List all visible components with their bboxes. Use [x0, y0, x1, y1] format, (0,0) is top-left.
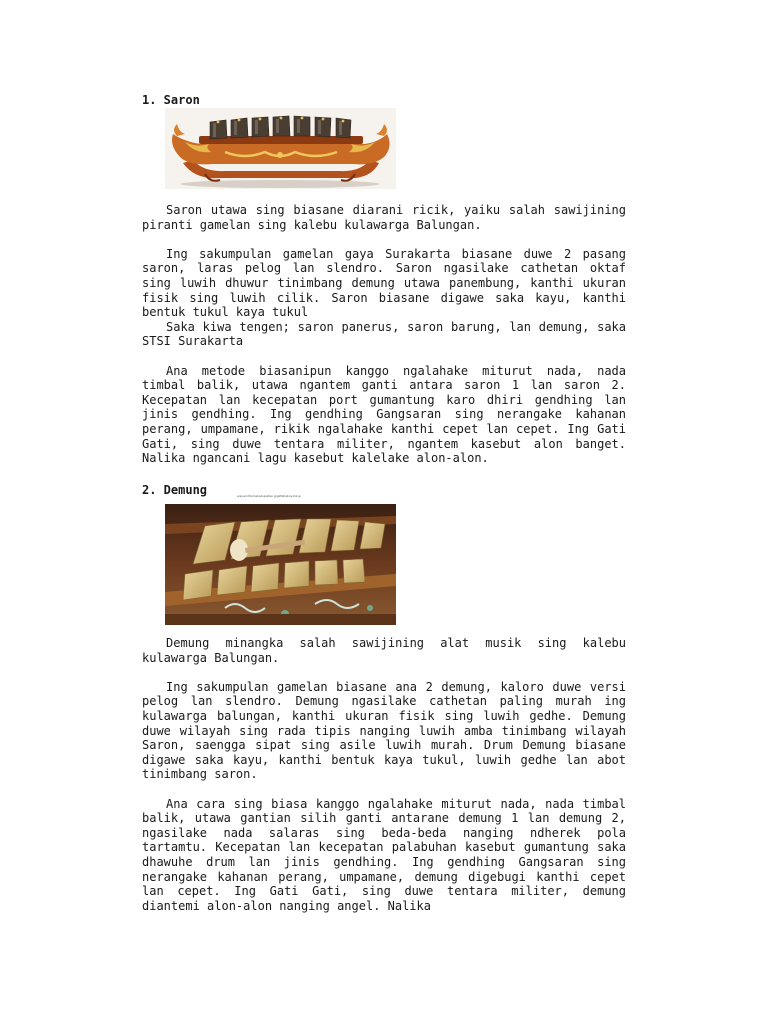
section-heading-saron: 1. Saron	[142, 93, 200, 107]
demung-image	[165, 504, 396, 625]
paragraph: Ing sakumpulan gamelan gaya Surakarta biasane duwe 2 pasang saron, laras pelog lan slendro. Saron ngasilake cathetan oktaf sing luwih dhuwur tinimbang demung utawa panembung, kanthi ukuran fisik sing luwih cilik. Saron biasane digawe saka kayu, kanthi bentuk tukul kaya tukul	[142, 246, 626, 320]
paragraph: Saka kiwa tengen; saron panerus, saron barung, lan demung, saka STSI Surakarta	[142, 319, 626, 349]
image-caption: wayandhomakabupaten.jpgWallaboy.biz.jp	[237, 494, 301, 498]
paragraph: Saron utawa sing biasane diarani ricik, yaiku salah sawijining piranti gamelan sing kalebu kulawarga Balungan.	[142, 203, 626, 232]
paragraph: Ing sakumpulan gamelan biasane ana 2 demung, kaloro duwe versi pelog lan slendro. Demung ngasilake cathetan paling murah ing kulawarga balungan, kanthi ukuran fisik sing luwih gedhe. Demung duwe wilayah sing rada tipis nanging luwih amba tinimbang wilayah Saron, saengga sipat sing asile luwih murah. Drum Demung biasane digawe saka kayu, kanthi bentuk kaya tukul, luwih gedhe lan abot tinimbang saron.	[142, 679, 626, 782]
demung-text	[142, 636, 626, 913]
paragraph: Ana metode biasanipun kanggo ngalahake miturut nada, nada timbal balik, utawa ngantem ganti antara saron 1 lan saron 2. Kecepatan lan kecepatan port gumantung karo dhiri gendhing lan jinis gendhing. Ing gendhing Gangsaran sing nerangake kahanan perang, umpamane, rikik ngalahake kanthi cepet lan cepet. Ing Gati Gati, sing duwe tentara militer, ngantem kasebut alon banget. Nalika ngancani lagu kasebut kalelake alon-alon.	[142, 363, 626, 466]
saron-text	[142, 203, 626, 466]
section-heading-demung: 2. Demung	[142, 483, 208, 497]
paragraph: Demung minangka salah sawijining alat musik sing kalebu kulawarga Balungan.	[142, 636, 626, 665]
saron-image	[165, 108, 396, 189]
paragraph: Ana cara sing biasa kanggo ngalahake miturut nada, nada timbal balik, utawa gantian silih ganti antarane demung 1 lan demung 2, ngasilake nada salaras sing beda-beda nanging ndherek pola tartamtu. Kecepatan lan kecepatan palabuhan kasebut gumantung saka dhawuhe drum lan jinis gendhing. Ing gendhing Gangsaran sing nerangake kahanan perang, umpamane, demung digebugi kanthi cepet lan cepet. Ing Gati Gati, sing duwe tentara militer, demung diantemi alon-alon nanging angel. Nalika	[142, 796, 626, 913]
